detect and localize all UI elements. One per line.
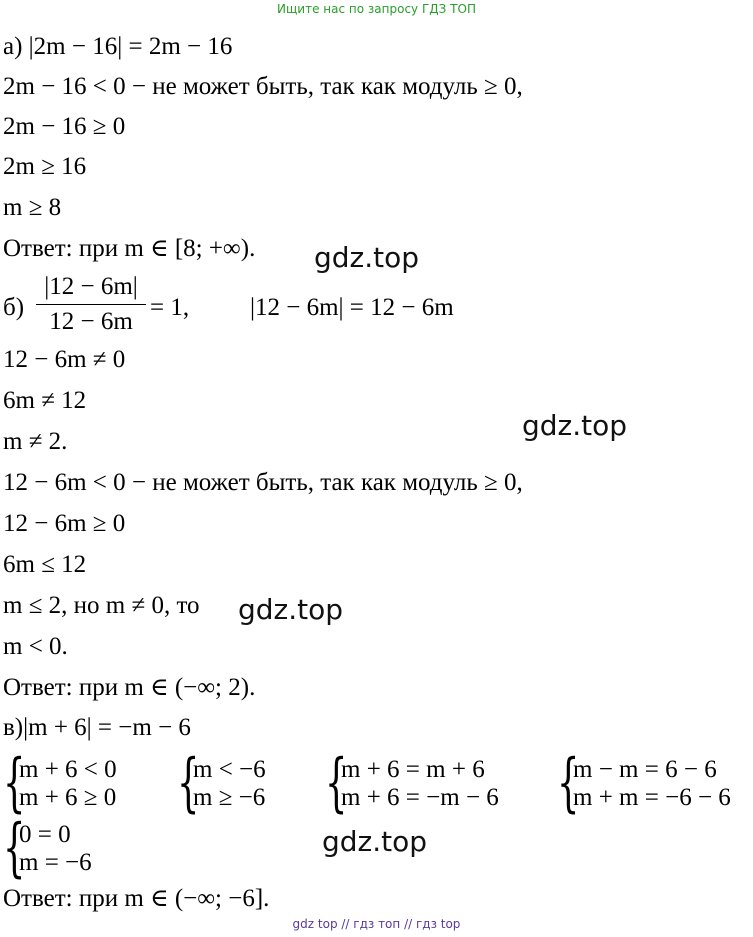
watermark: gdz.top bbox=[314, 241, 420, 274]
part-c-answer: Ответ: при m ∈ (−∞; −6]. bbox=[3, 885, 270, 912]
part-a-line-2: 2m − 16 < 0 − не может быть, так как модуль ≥ 0, bbox=[3, 73, 523, 100]
footer-links[interactable]: gdz top // гдз топ // гдз top bbox=[292, 917, 461, 931]
part-b-equals-one: = 1, bbox=[150, 294, 190, 321]
part-a-line-4: 2m ≥ 16 bbox=[3, 153, 87, 180]
part-b-equation-2: |12 − 6m| = 12 − 6m bbox=[250, 294, 454, 321]
system-row: 0 = 0 bbox=[19, 821, 71, 848]
part-b-line-1: 12 − 6m ≠ 0 bbox=[3, 346, 126, 373]
watermark: gdz.top bbox=[238, 593, 344, 626]
brace-icon: { bbox=[3, 746, 26, 820]
part-b-answer: Ответ: при m ∈ (−∞; 2). bbox=[3, 674, 256, 701]
system-row: m + 6 < 0 bbox=[19, 756, 117, 783]
part-b-line-4: 12 − 6m < 0 − не может быть, так как модуль ≥ 0, bbox=[3, 469, 523, 496]
system-row: m ≥ −6 bbox=[193, 784, 266, 811]
brace-icon: { bbox=[557, 746, 580, 820]
system-row: m − m = 6 − 6 bbox=[573, 756, 717, 783]
part-b-line-2: 6m ≠ 12 bbox=[3, 387, 87, 414]
part-a-line-3: 2m − 16 ≥ 0 bbox=[3, 113, 126, 140]
part-b-line-5: 12 − 6m ≥ 0 bbox=[3, 510, 126, 537]
fraction-denominator: 12 − 6m bbox=[49, 308, 133, 335]
part-b-line-6: 6m ≤ 12 bbox=[3, 551, 87, 578]
system-row: m + 6 = m + 6 bbox=[341, 756, 485, 783]
part-b-label: б) bbox=[3, 294, 25, 321]
header-search-hint[interactable]: Ищите нас по запросу ГДЗ ТОП bbox=[277, 2, 476, 16]
system-row: m < −6 bbox=[193, 756, 266, 783]
watermark: gdz.top bbox=[522, 409, 628, 442]
part-b-line-7: m ≤ 2, но m ≠ 0, то bbox=[3, 592, 200, 619]
system-row: m + 6 ≥ 0 bbox=[19, 784, 117, 811]
brace-icon: { bbox=[177, 746, 200, 820]
watermark: gdz.top bbox=[322, 825, 428, 858]
part-c-equation: в)|m + 6| = −m − 6 bbox=[3, 714, 191, 741]
part-a-answer: Ответ: при m ∈ [8; +∞). bbox=[3, 235, 256, 262]
system-row: m + m = −6 − 6 bbox=[573, 784, 731, 811]
part-a-equation: а) |2m − 16| = 2m − 16 bbox=[3, 33, 233, 60]
system-row: m = −6 bbox=[19, 849, 92, 876]
brace-icon: { bbox=[325, 746, 348, 820]
part-b-fraction bbox=[36, 272, 146, 337]
part-b-line-3: m ≠ 2. bbox=[3, 428, 68, 455]
fraction-numerator: |12 − 6m| bbox=[36, 272, 146, 305]
brace-icon: { bbox=[3, 811, 26, 885]
part-a-line-5: m ≥ 8 bbox=[3, 194, 62, 221]
system-row: m + 6 = −m − 6 bbox=[341, 784, 499, 811]
part-b-line-8: m < 0. bbox=[3, 633, 68, 660]
